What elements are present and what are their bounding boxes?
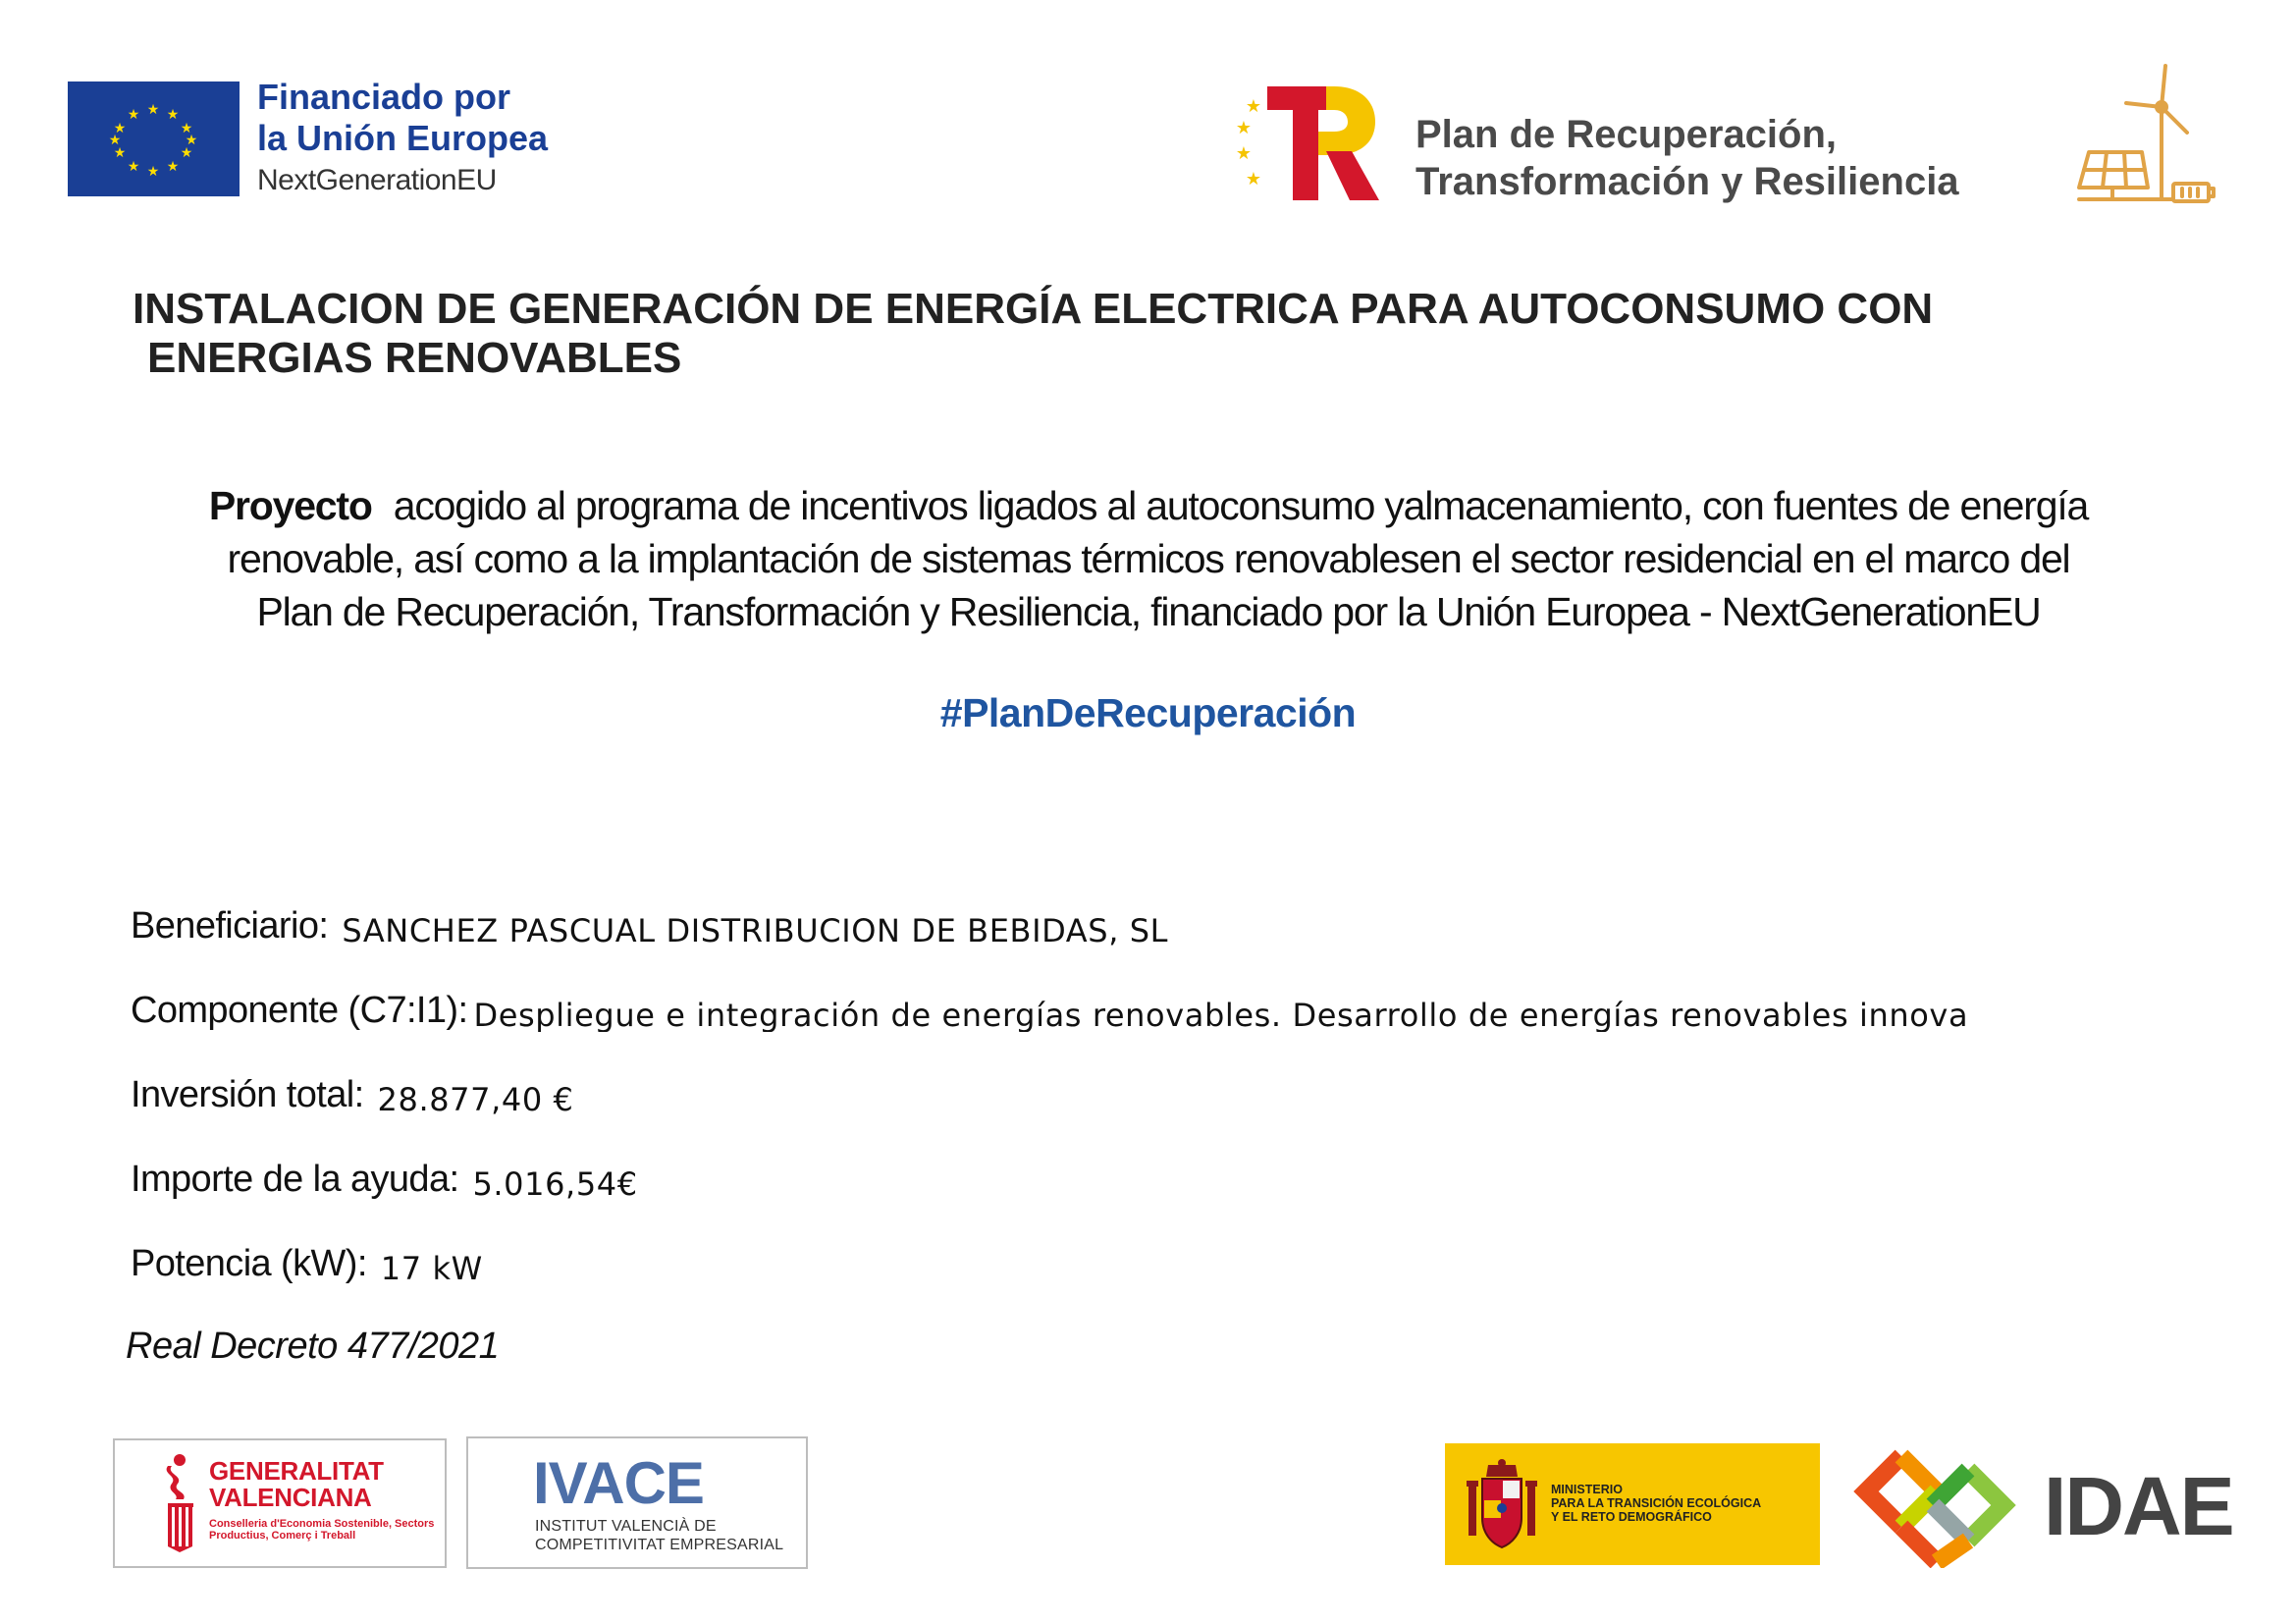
- svg-text:★: ★: [1235, 143, 1253, 164]
- ministry-line2: PARA LA TRANSICIÓN ECOLÓGICA: [1551, 1496, 1762, 1510]
- field-importe: [131, 1159, 638, 1201]
- idae-name: IDAE: [2044, 1460, 2233, 1552]
- hashtag: #PlanDeRecuperación: [939, 690, 1357, 735]
- field-beneficiario: [131, 905, 1168, 947]
- eu-logo-line3: NextGenerationEU: [257, 164, 497, 196]
- field-potencia: [131, 1243, 483, 1285]
- field-inversion: [131, 1074, 574, 1116]
- field-potencia-value: 17 kW: [380, 1250, 483, 1287]
- gva-name: [209, 1458, 384, 1511]
- eu-logo-line2: la Unión Europea: [257, 118, 549, 158]
- ivace-name: IVACE: [533, 1452, 704, 1511]
- field-potencia-label: Potencia (kW):: [131, 1243, 367, 1284]
- decree-reference: Real Decreto 477/2021: [126, 1326, 500, 1367]
- svg-text:★: ★: [146, 164, 160, 180]
- gva-emblem-icon: [158, 1450, 201, 1552]
- field-componente-label: Componente (C7:I1):: [131, 990, 468, 1031]
- project-text-line2: renovable, así como a la implantación de sistemas térmicos renovablesen el sector residencial en el marco del: [227, 536, 2070, 581]
- svg-text:★: ★: [127, 107, 140, 123]
- svg-text:★: ★: [1245, 169, 1262, 189]
- svg-text:★: ★: [127, 159, 140, 175]
- project-description-line1: [108, 479, 2189, 532]
- project-label: Proyecto: [208, 483, 372, 528]
- ministry-line3: Y EL RETO DEMOGRÁFICO: [1551, 1510, 1712, 1524]
- gva-line1: GENERALITAT: [209, 1456, 384, 1486]
- ministry-name: [1551, 1483, 1761, 1524]
- ministry-logo: [1445, 1443, 1820, 1565]
- page-title: [133, 285, 2184, 383]
- eu-flag-icon: [68, 81, 240, 196]
- gva-line2: VALENCIANA: [209, 1483, 372, 1512]
- field-importe-value: 5.016,54€: [472, 1165, 638, 1203]
- prtr-logo-line1: Plan de Recuperación,: [1415, 113, 1838, 156]
- field-componente: [131, 990, 2182, 1032]
- idae-mark-icon: [1852, 1442, 2029, 1568]
- solar-wind-battery-icon: [2071, 62, 2218, 209]
- project-text-line3: Plan de Recuperación, Transformación y Resiliencia, financiado por la Unión Europea - NextGenerationEU: [256, 589, 2041, 634]
- svg-text:★: ★: [1235, 118, 1253, 138]
- field-importe-label: Importe de la ayuda:: [131, 1159, 459, 1200]
- ministry-line1: MINISTERIO: [1551, 1483, 1623, 1496]
- svg-text:★: ★: [180, 145, 193, 161]
- ivace-sub-line1: INSTITUT VALENCIÀ DE: [535, 1518, 717, 1535]
- prtr-logo-text: [1415, 111, 1959, 205]
- svg-text:★: ★: [166, 159, 180, 175]
- svg-text:★: ★: [166, 107, 180, 123]
- gva-subtitle: Conselleria d'Economia Sostenible, Sectors Productius, Comerç i Treball: [209, 1518, 435, 1542]
- gva-logo: [113, 1438, 447, 1568]
- project-text-line1: acogido al programa de incentivos ligados al autoconsumo yalmacenamiento, con fuentes de energía: [393, 483, 2089, 528]
- svg-text:★: ★: [1245, 96, 1262, 117]
- ivace-wordmark: [533, 1452, 739, 1511]
- eu-logo-text: [257, 77, 548, 202]
- svg-text:★: ★: [185, 133, 198, 148]
- svg-text:★: ★: [180, 121, 193, 136]
- field-inversion-value: 28.877,40 €: [377, 1081, 574, 1118]
- svg-text:★: ★: [146, 102, 160, 118]
- ivace-sub-line2: COMPETITIVITAT EMPRESARIAL: [535, 1537, 784, 1553]
- page-title-line2: ENERGIAS RENOVABLES: [147, 334, 682, 382]
- project-description: [108, 479, 2189, 638]
- field-inversion-label: Inversión total:: [131, 1074, 364, 1115]
- page-title-line1: INSTALACION DE GENERACIÓN DE ENERGÍA ELECTRICA PARA AUTOCONSUMO CON: [133, 285, 1934, 333]
- svg-text:★: ★: [113, 145, 127, 161]
- field-componente-value: Despliegue e integración de energías renovables. Desarrollo de energías renovables innova: [473, 997, 1969, 1032]
- prtr-logo-line2: Transformación y Resiliencia: [1415, 160, 1959, 203]
- eu-logo-line1: Financiado por: [257, 77, 511, 117]
- prtr-logo-icon: [1232, 79, 1379, 201]
- field-beneficiario-value: SANCHEZ PASCUAL DISTRIBUCION DE BEBIDAS, SL: [342, 912, 1169, 949]
- field-beneficiario-label: Beneficiario:: [131, 905, 329, 947]
- ivace-subtitle: [535, 1517, 783, 1554]
- ivace-logo: [466, 1436, 808, 1569]
- svg-text:★: ★: [113, 121, 127, 136]
- svg-text:★: ★: [108, 133, 122, 148]
- spain-coat-of-arms-icon: [1463, 1457, 1541, 1551]
- idae-logo: [1852, 1442, 2233, 1568]
